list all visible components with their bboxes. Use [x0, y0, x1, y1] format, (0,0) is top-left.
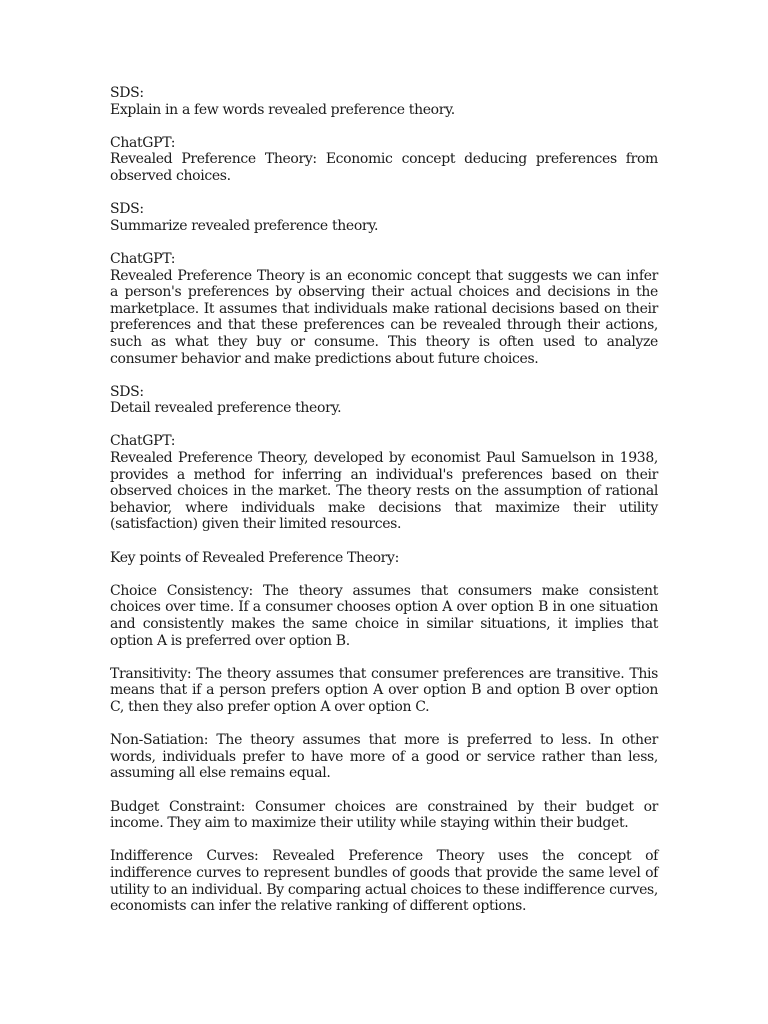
speaker-label: SDS: [110, 201, 144, 218]
question-text: Detail revealed preference theory. [110, 400, 342, 417]
key-point-text: Transitivity: The theory assumes that consumer preferences are transitive. This means that if a person prefers option A over option B and option B over option C, then they also prefer option A over option C. [110, 665, 658, 715]
dialogue-block-1 [110, 85, 658, 118]
key-point-text: Choice Consistency: The theory assumes that consumers make consistent choices over time. If a consumer chooses option A over option B in one situation and consistently makes the same choice in similar situations, it implies that option A is preferred over option B. [110, 582, 658, 649]
dialogue-block-2 [110, 135, 658, 185]
dialogue-block-6 [110, 433, 658, 533]
document-page [110, 85, 658, 931]
answer-text: Revealed Preference Theory, developed by economist Paul Samuelson in 1938, provides a method for inferring an individual's preferences based on their observed choices in the market. The theory rests on the assumption of rational behavior, where individuals make decisions that maximize their utility (satisfaction) given their limited resources. [110, 450, 658, 533]
dialogue-block-4 [110, 251, 658, 367]
key-point-text: Budget Constraint: Consumer choices are constrained by their budget or income. They aim to maximize their utility while staying within their budget. [110, 798, 658, 832]
key-point-text: Non-Satiation: The theory assumes that more is preferred to less. In other words, individuals prefer to have more of a good or service rather than less, assuming all else remains equal. [110, 732, 658, 782]
answer-text: Revealed Preference Theory is an economic concept that suggests we can infer a person's preferences by observing their actual choices and decisions in the marketplace. It assumes that individuals make rational decisions based on their preferences and that these preferences can be revealed through their actions, such as what they buy or consume. This theory is often used to analyze consumer behavior and make predictions about future choices. [110, 267, 658, 367]
key-point-text: Indifference Curves: Revealed Preference Theory uses the concept of indifference curves to represent bundles of goods that provide the same level of utility to an individual. By comparing actual choices to these indifference curves, economists can infer the relative ranking of different options. [110, 848, 658, 915]
speaker-label: SDS: [110, 383, 144, 400]
speaker-label: SDS: [110, 85, 144, 101]
key-point-1 [110, 583, 658, 649]
speaker-label: ChatGPT: [110, 250, 176, 267]
dialogue-block-5 [110, 384, 658, 417]
speaker-label: ChatGPT: [110, 134, 176, 151]
key-point-2 [110, 666, 658, 716]
question-text: Summarize revealed preference theory. [110, 217, 379, 234]
speaker-label: ChatGPT: [110, 433, 176, 450]
key-point-3 [110, 732, 658, 782]
key-points-heading [110, 550, 658, 567]
dialogue-block-3 [110, 201, 658, 234]
question-text: Explain in a few words revealed preference theory. [110, 101, 455, 118]
key-point-4 [110, 799, 658, 832]
key-point-5 [110, 848, 658, 914]
section-heading: Key points of Revealed Preference Theory: [110, 549, 399, 566]
answer-text: Revealed Preference Theory: Economic concept deducing preferences from observed choices. [110, 151, 658, 184]
